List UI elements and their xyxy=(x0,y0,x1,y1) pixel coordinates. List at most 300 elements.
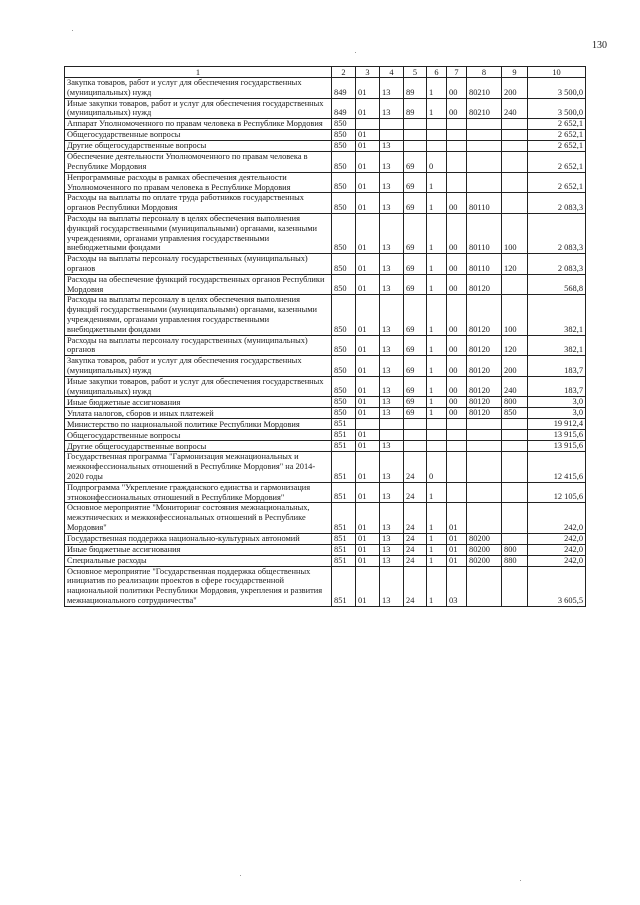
ministry-code-cell: 851 xyxy=(332,503,356,533)
expense-type-code-cell: 100 xyxy=(502,295,528,335)
table-row xyxy=(65,430,586,441)
subsection-code-cell: 13 xyxy=(380,452,404,482)
expense-name-cell: Иные закупки товаров, работ и услуг для обеспечения государственных (муниципальных) нужд xyxy=(65,98,332,119)
program-code-cell: 24 xyxy=(404,452,427,482)
ministry-code-cell: 851 xyxy=(332,555,356,566)
section-code-cell: 01 xyxy=(356,533,380,544)
table-row xyxy=(65,356,586,377)
expense-type-code-cell xyxy=(502,503,528,533)
subprogram-code-cell: 1 xyxy=(427,356,447,377)
table-row xyxy=(65,555,586,566)
ministry-code-cell: 850 xyxy=(332,130,356,141)
program-code-cell: 69 xyxy=(404,172,427,193)
subprogram-code-cell: 1 xyxy=(427,566,447,606)
event-code-cell: 03 xyxy=(447,566,467,606)
direction-code-cell: 80200 xyxy=(467,555,502,566)
direction-code-cell: 80210 xyxy=(467,98,502,119)
column-header: 1 xyxy=(65,67,332,78)
table-row xyxy=(65,482,586,503)
subprogram-code-cell: 1 xyxy=(427,482,447,503)
expense-type-code-cell: 100 xyxy=(502,213,528,253)
direction-code-cell xyxy=(467,152,502,173)
program-code-cell xyxy=(404,119,427,130)
ministry-code-cell: 850 xyxy=(332,295,356,335)
subprogram-code-cell: 1 xyxy=(427,376,447,397)
table-body xyxy=(65,78,586,607)
expense-type-code-cell: 850 xyxy=(502,408,528,419)
expense-type-code-cell: 200 xyxy=(502,356,528,377)
event-code-cell: 00 xyxy=(447,397,467,408)
ministry-code-cell: 850 xyxy=(332,408,356,419)
subprogram-code-cell xyxy=(427,130,447,141)
expense-name-cell: Закупка товаров, работ и услуг для обеспечения государственных (муниципальных) нужд xyxy=(65,356,332,377)
section-code-cell: 01 xyxy=(356,274,380,295)
program-code-cell: 24 xyxy=(404,503,427,533)
ministry-code-cell: 850 xyxy=(332,213,356,253)
budget-table xyxy=(64,66,586,607)
direction-code-cell xyxy=(467,566,502,606)
event-code-cell: 01 xyxy=(447,555,467,566)
section-code-cell: 01 xyxy=(356,98,380,119)
section-code-cell: 01 xyxy=(356,254,380,275)
direction-code-cell: 80120 xyxy=(467,335,502,356)
amount-cell: 3 500,0 xyxy=(528,98,586,119)
ministry-code-cell: 850 xyxy=(332,141,356,152)
amount-cell: 242,0 xyxy=(528,555,586,566)
subsection-code-cell: 13 xyxy=(380,544,404,555)
column-header: 9 xyxy=(502,67,528,78)
section-code-cell xyxy=(356,119,380,130)
table-row xyxy=(65,397,586,408)
expense-type-code-cell: 880 xyxy=(502,555,528,566)
subsection-code-cell: 13 xyxy=(380,295,404,335)
amount-cell: 3 605,5 xyxy=(528,566,586,606)
section-code-cell: 01 xyxy=(356,335,380,356)
table-row xyxy=(65,141,586,152)
table-row xyxy=(65,274,586,295)
subprogram-code-cell: 0 xyxy=(427,452,447,482)
subprogram-code-cell: 1 xyxy=(427,274,447,295)
program-code-cell: 69 xyxy=(404,254,427,275)
direction-code-cell: 80200 xyxy=(467,544,502,555)
direction-code-cell xyxy=(467,430,502,441)
event-code-cell xyxy=(447,441,467,452)
direction-code-cell xyxy=(467,452,502,482)
expense-type-code-cell xyxy=(502,566,528,606)
program-code-cell: 69 xyxy=(404,213,427,253)
section-code-cell: 01 xyxy=(356,482,380,503)
table-row xyxy=(65,172,586,193)
amount-cell: 382,1 xyxy=(528,335,586,356)
program-code-cell: 69 xyxy=(404,274,427,295)
direction-code-cell: 80120 xyxy=(467,274,502,295)
expense-type-code-cell xyxy=(502,193,528,214)
expense-type-code-cell xyxy=(502,430,528,441)
amount-cell: 2 083,3 xyxy=(528,254,586,275)
table-row xyxy=(65,408,586,419)
subprogram-code-cell: 1 xyxy=(427,172,447,193)
expense-name-cell: Иные бюджетные ассигнования xyxy=(65,544,332,555)
ministry-code-cell: 849 xyxy=(332,78,356,99)
expense-type-code-cell xyxy=(502,172,528,193)
subprogram-code-cell: 1 xyxy=(427,335,447,356)
direction-code-cell: 80120 xyxy=(467,408,502,419)
subsection-code-cell: 13 xyxy=(380,376,404,397)
expense-name-cell: Государственная программа "Гармонизация межнациональных и межконфессиональных отношений в Республике Мордовия" на 2014-2020 годы xyxy=(65,452,332,482)
program-code-cell: 69 xyxy=(404,152,427,173)
expense-type-code-cell: 240 xyxy=(502,98,528,119)
section-code-cell: 01 xyxy=(356,356,380,377)
subprogram-code-cell: 1 xyxy=(427,78,447,99)
subprogram-code-cell xyxy=(427,419,447,430)
ministry-code-cell: 850 xyxy=(332,376,356,397)
subsection-code-cell: 13 xyxy=(380,335,404,356)
program-code-cell: 69 xyxy=(404,397,427,408)
amount-cell: 2 083,3 xyxy=(528,193,586,214)
expense-type-code-cell xyxy=(502,152,528,173)
program-code-cell: 24 xyxy=(404,533,427,544)
amount-cell: 242,0 xyxy=(528,544,586,555)
expense-name-cell: Общегосударственные вопросы xyxy=(65,430,332,441)
expense-type-code-cell xyxy=(502,441,528,452)
program-code-cell: 89 xyxy=(404,78,427,99)
expense-name-cell: Расходы на обеспечение функций государственных органов Республики Мордовия xyxy=(65,274,332,295)
column-header: 10 xyxy=(528,67,586,78)
table-row xyxy=(65,254,586,275)
amount-cell: 382,1 xyxy=(528,295,586,335)
direction-code-cell: 80110 xyxy=(467,213,502,253)
column-header: 2 xyxy=(332,67,356,78)
amount-cell: 2 652,1 xyxy=(528,172,586,193)
expense-name-cell: Основное мероприятие "Мониторинг состояния межнациональных, межэтнических и межконфессиональных отношений в Республике Мордовия" xyxy=(65,503,332,533)
table-row xyxy=(65,295,586,335)
program-code-cell xyxy=(404,130,427,141)
subprogram-code-cell: 0 xyxy=(427,152,447,173)
expense-type-code-cell: 200 xyxy=(502,78,528,99)
subsection-code-cell: 13 xyxy=(380,397,404,408)
section-code-cell: 01 xyxy=(356,430,380,441)
expense-name-cell: Обеспечение деятельности Уполномоченного по правам человека в Республике Мордовия xyxy=(65,152,332,173)
subsection-code-cell: 13 xyxy=(380,356,404,377)
direction-code-cell: 80110 xyxy=(467,254,502,275)
program-code-cell: 69 xyxy=(404,376,427,397)
expense-type-code-cell xyxy=(502,419,528,430)
expense-name-cell: Непрограммные расходы в рамках обеспечения деятельности Уполномоченного по правам человека в Республике Мордовия xyxy=(65,172,332,193)
expense-type-code-cell: 800 xyxy=(502,397,528,408)
subsection-code-cell: 13 xyxy=(380,193,404,214)
program-code-cell xyxy=(404,430,427,441)
program-code-cell: 69 xyxy=(404,408,427,419)
subsection-code-cell: 13 xyxy=(380,172,404,193)
subsection-code-cell: 13 xyxy=(380,98,404,119)
expense-name-cell: Закупка товаров, работ и услуг для обеспечения государственных (муниципальных) нужд xyxy=(65,78,332,99)
amount-cell: 242,0 xyxy=(528,533,586,544)
expense-type-code-cell: 800 xyxy=(502,544,528,555)
ministry-code-cell: 850 xyxy=(332,335,356,356)
ministry-code-cell: 851 xyxy=(332,566,356,606)
page-number: 130 xyxy=(592,40,607,51)
subprogram-code-cell: 1 xyxy=(427,98,447,119)
expense-type-code-cell: 120 xyxy=(502,254,528,275)
event-code-cell: 00 xyxy=(447,274,467,295)
expense-name-cell: Основное мероприятие "Государственная поддержка общественных инициатив по реализации проектов в сфере государственной национальной политики Республики Мордовия, укрепления и развития межнационального сотрудничества" xyxy=(65,566,332,606)
ministry-code-cell: 850 xyxy=(332,397,356,408)
program-code-cell: 24 xyxy=(404,544,427,555)
table-row xyxy=(65,452,586,482)
event-code-cell xyxy=(447,419,467,430)
ministry-code-cell: 851 xyxy=(332,533,356,544)
ministry-code-cell: 851 xyxy=(332,452,356,482)
expense-name-cell: Расходы на выплаты персоналу государственных (муниципальных) органов xyxy=(65,254,332,275)
ministry-code-cell: 851 xyxy=(332,482,356,503)
section-code-cell: 01 xyxy=(356,452,380,482)
table-row xyxy=(65,130,586,141)
section-code-cell: 01 xyxy=(356,193,380,214)
section-code-cell: 01 xyxy=(356,295,380,335)
program-code-cell: 69 xyxy=(404,356,427,377)
subsection-code-cell: 13 xyxy=(380,213,404,253)
expense-name-cell: Расходы на выплаты персоналу государственных (муниципальных) органов xyxy=(65,335,332,356)
section-code-cell: 01 xyxy=(356,130,380,141)
expense-name-cell: Другие общегосударственные вопросы xyxy=(65,141,332,152)
event-code-cell: 00 xyxy=(447,254,467,275)
section-code-cell: 01 xyxy=(356,555,380,566)
subprogram-code-cell xyxy=(427,119,447,130)
subsection-code-cell: 13 xyxy=(380,141,404,152)
ministry-code-cell: 851 xyxy=(332,430,356,441)
section-code-cell: 01 xyxy=(356,397,380,408)
direction-code-cell: 80210 xyxy=(467,78,502,99)
expense-name-cell: Другие общегосударственные вопросы xyxy=(65,441,332,452)
ministry-code-cell: 849 xyxy=(332,98,356,119)
section-code-cell: 01 xyxy=(356,141,380,152)
expense-name-cell: Министерство по национальной политике Республики Мордовия xyxy=(65,419,332,430)
subprogram-code-cell: 1 xyxy=(427,213,447,253)
subprogram-code-cell xyxy=(427,141,447,152)
program-code-cell: 24 xyxy=(404,482,427,503)
table-row xyxy=(65,213,586,253)
ministry-code-cell: 850 xyxy=(332,254,356,275)
direction-code-cell xyxy=(467,130,502,141)
direction-code-cell xyxy=(467,172,502,193)
subsection-code-cell: 13 xyxy=(380,254,404,275)
table-row xyxy=(65,119,586,130)
direction-code-cell: 80120 xyxy=(467,295,502,335)
expense-type-code-cell xyxy=(502,141,528,152)
subprogram-code-cell: 1 xyxy=(427,397,447,408)
column-header: 6 xyxy=(427,67,447,78)
program-code-cell xyxy=(404,141,427,152)
subsection-code-cell: 13 xyxy=(380,441,404,452)
event-code-cell xyxy=(447,152,467,173)
expense-name-cell: Государственная поддержка национально-культурных автономий xyxy=(65,533,332,544)
table-row xyxy=(65,98,586,119)
event-code-cell: 00 xyxy=(447,408,467,419)
column-header: 4 xyxy=(380,67,404,78)
event-code-cell: 01 xyxy=(447,544,467,555)
direction-code-cell: 80110 xyxy=(467,193,502,214)
ministry-code-cell: 850 xyxy=(332,119,356,130)
expense-name-cell: Специальные расходы xyxy=(65,555,332,566)
amount-cell: 242,0 xyxy=(528,503,586,533)
subprogram-code-cell: 1 xyxy=(427,533,447,544)
amount-cell: 3,0 xyxy=(528,408,586,419)
direction-code-cell xyxy=(467,419,502,430)
ministry-code-cell: 850 xyxy=(332,152,356,173)
ministry-code-cell: 850 xyxy=(332,274,356,295)
section-code-cell: 01 xyxy=(356,376,380,397)
program-code-cell: 69 xyxy=(404,193,427,214)
subsection-code-cell: 13 xyxy=(380,566,404,606)
ministry-code-cell: 851 xyxy=(332,544,356,555)
expense-name-cell: Расходы на выплаты персоналу в целях обеспечения выполнения функций государственными (муниципальными) органами, казенными учреждениями, органами управления государственными внебюджетными фондами xyxy=(65,295,332,335)
section-code-cell xyxy=(356,419,380,430)
subprogram-code-cell: 1 xyxy=(427,295,447,335)
expense-name-cell: Расходы на выплаты персоналу в целях обеспечения выполнения функций государственными (муниципальными) органами, казенными учреждениями, органами управления государственными внебюджетными фондами xyxy=(65,213,332,253)
expense-type-code-cell xyxy=(502,130,528,141)
event-code-cell xyxy=(447,430,467,441)
event-code-cell xyxy=(447,482,467,503)
direction-code-cell: 80120 xyxy=(467,356,502,377)
amount-cell: 12 415,6 xyxy=(528,452,586,482)
subprogram-code-cell: 1 xyxy=(427,193,447,214)
direction-code-cell xyxy=(467,503,502,533)
column-header: 5 xyxy=(404,67,427,78)
expense-type-code-cell xyxy=(502,119,528,130)
direction-code-cell xyxy=(467,119,502,130)
section-code-cell: 01 xyxy=(356,441,380,452)
section-code-cell: 01 xyxy=(356,503,380,533)
direction-code-cell: 80120 xyxy=(467,376,502,397)
expense-type-code-cell: 120 xyxy=(502,335,528,356)
amount-cell: 3,0 xyxy=(528,397,586,408)
amount-cell: 2 083,3 xyxy=(528,213,586,253)
direction-code-cell xyxy=(467,141,502,152)
expense-name-cell: Общегосударственные вопросы xyxy=(65,130,332,141)
amount-cell: 183,7 xyxy=(528,376,586,397)
event-code-cell xyxy=(447,141,467,152)
subsection-code-cell xyxy=(380,130,404,141)
event-code-cell: 00 xyxy=(447,376,467,397)
column-header: 7 xyxy=(447,67,467,78)
event-code-cell xyxy=(447,172,467,193)
event-code-cell: 00 xyxy=(447,356,467,377)
ministry-code-cell: 851 xyxy=(332,441,356,452)
expense-name-cell: Аппарат Уполномоченного по правам человека в Республике Мордовия xyxy=(65,119,332,130)
expense-type-code-cell xyxy=(502,533,528,544)
subsection-code-cell: 13 xyxy=(380,274,404,295)
subsection-code-cell: 13 xyxy=(380,152,404,173)
program-code-cell xyxy=(404,419,427,430)
event-code-cell xyxy=(447,130,467,141)
expense-name-cell: Иные бюджетные ассигнования xyxy=(65,397,332,408)
event-code-cell xyxy=(447,119,467,130)
event-code-cell: 00 xyxy=(447,335,467,356)
table-row xyxy=(65,335,586,356)
amount-cell: 19 912,4 xyxy=(528,419,586,430)
table-row xyxy=(65,533,586,544)
program-code-cell: 69 xyxy=(404,295,427,335)
expense-type-code-cell: 240 xyxy=(502,376,528,397)
table-row xyxy=(65,193,586,214)
event-code-cell: 00 xyxy=(447,78,467,99)
expense-type-code-cell xyxy=(502,482,528,503)
amount-cell: 2 652,1 xyxy=(528,130,586,141)
section-code-cell: 01 xyxy=(356,408,380,419)
section-code-cell: 01 xyxy=(356,566,380,606)
subsection-code-cell xyxy=(380,430,404,441)
table-row xyxy=(65,503,586,533)
amount-cell: 2 652,1 xyxy=(528,119,586,130)
event-code-cell xyxy=(447,452,467,482)
ministry-code-cell: 850 xyxy=(332,172,356,193)
subprogram-code-cell: 1 xyxy=(427,503,447,533)
subprogram-code-cell xyxy=(427,430,447,441)
amount-cell: 12 105,6 xyxy=(528,482,586,503)
expense-type-code-cell xyxy=(502,274,528,295)
amount-cell: 13 915,6 xyxy=(528,441,586,452)
column-header: 3 xyxy=(356,67,380,78)
program-code-cell: 69 xyxy=(404,335,427,356)
ministry-code-cell: 850 xyxy=(332,193,356,214)
subprogram-code-cell: 1 xyxy=(427,555,447,566)
expense-type-code-cell xyxy=(502,452,528,482)
event-code-cell: 00 xyxy=(447,213,467,253)
direction-code-cell: 80200 xyxy=(467,533,502,544)
subsection-code-cell xyxy=(380,119,404,130)
direction-code-cell: 80120 xyxy=(467,397,502,408)
ministry-code-cell: 851 xyxy=(332,419,356,430)
amount-cell: 13 915,6 xyxy=(528,430,586,441)
direction-code-cell xyxy=(467,441,502,452)
table-row xyxy=(65,419,586,430)
table-row xyxy=(65,376,586,397)
expense-name-cell: Иные закупки товаров, работ и услуг для обеспечения государственных (муниципальных) нужд xyxy=(65,376,332,397)
event-code-cell: 00 xyxy=(447,295,467,335)
column-number-row xyxy=(65,67,586,78)
event-code-cell: 00 xyxy=(447,98,467,119)
section-code-cell: 01 xyxy=(356,152,380,173)
section-code-cell: 01 xyxy=(356,544,380,555)
section-code-cell: 01 xyxy=(356,213,380,253)
amount-cell: 2 652,1 xyxy=(528,141,586,152)
subsection-code-cell: 13 xyxy=(380,555,404,566)
table-row xyxy=(65,566,586,606)
expense-name-cell: Подпрограмма "Укрепление гражданского единства и гармонизация этноконфессиональных отношений в Республике Мордовия" xyxy=(65,482,332,503)
subprogram-code-cell: 1 xyxy=(427,254,447,275)
amount-cell: 2 652,1 xyxy=(528,152,586,173)
direction-code-cell xyxy=(467,482,502,503)
subprogram-code-cell xyxy=(427,441,447,452)
subsection-code-cell: 13 xyxy=(380,482,404,503)
subsection-code-cell: 13 xyxy=(380,533,404,544)
event-code-cell: 01 xyxy=(447,503,467,533)
table-row xyxy=(65,78,586,99)
event-code-cell: 01 xyxy=(447,533,467,544)
subsection-code-cell: 13 xyxy=(380,503,404,533)
subprogram-code-cell: 1 xyxy=(427,544,447,555)
section-code-cell: 01 xyxy=(356,78,380,99)
event-code-cell: 00 xyxy=(447,193,467,214)
table-row xyxy=(65,441,586,452)
column-header: 8 xyxy=(467,67,502,78)
program-code-cell: 24 xyxy=(404,566,427,606)
subsection-code-cell: 13 xyxy=(380,408,404,419)
amount-cell: 183,7 xyxy=(528,356,586,377)
program-code-cell: 89 xyxy=(404,98,427,119)
table-row xyxy=(65,544,586,555)
amount-cell: 568,8 xyxy=(528,274,586,295)
